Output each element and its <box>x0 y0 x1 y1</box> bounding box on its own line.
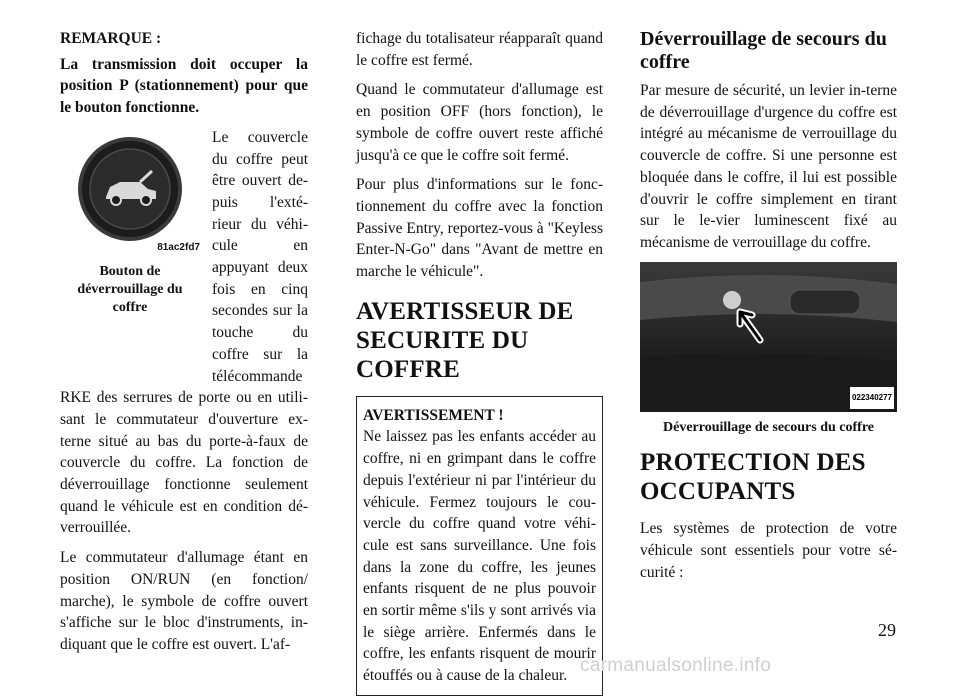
paragraph-passive-entry: Pour plus d'informations sur le fonc-tionnement du coffre avec la fonction Passive Entry, reportez-vous à "Keyless Enter-N-Go" dans "Avant de mettre en marche le véhicule". <box>356 176 603 281</box>
paragraph-ignition-off: Quand le commutateur d'allumage est en position OFF (hors fonction), le symbole de coffre ouvert reste affiché jusqu'à ce que le coffre soit fermé. <box>356 81 603 164</box>
figure-caption: Bouton de déverrouillage du coffre <box>77 263 183 315</box>
paragraph-odometer: fichage du totalisateur réapparaît quand le coffre est fermé. <box>356 30 603 69</box>
column-right <box>640 28 897 591</box>
paragraph-occupant-protection: Les systèmes de protection de votre véhicule sont essentiels pour votre sé-curité : <box>640 520 897 581</box>
trunk-release-button-figure <box>60 127 200 259</box>
warning-box <box>356 396 603 696</box>
wrapped-paragraph: Le couvercle du coffre peut être ouvert de-puis l'exté-rieur du véhi-cule en appuyant deux fois en cinq secondes sur la touche du coffre sur la télécommande <box>212 128 308 385</box>
column-left <box>60 28 308 664</box>
warning-body: Ne laissez pas les enfants accéder au coffre, ni en grimpant dans le coffre depuis l'extérieur ni par l'intérieur du véhicule. Fermez toujours le cou-vercle du coffre quand votre véhi-cule est sans surveillance. Une fois dans la zone du coffre, les jeunes enfants risquent de ne plus pouvoir en sortir même s'ils y sont arrivés via le siège arrière. Enfermés dans le coffre, les enfants risquent de mourir étouffés ou à cause de la chaleur. <box>363 428 596 685</box>
warning-title: AVERTISSEMENT ! <box>363 406 504 424</box>
figure-row <box>60 127 308 387</box>
column-middle <box>356 28 603 696</box>
remark-title: REMARQUE : <box>60 30 162 47</box>
section-heading-trunk-safety: AVERTISSEUR DE SECURITE DU COFFRE <box>356 297 574 383</box>
section-heading-occupant-protection: PROTECTION DES OCCUPANTS <box>640 449 866 506</box>
photo-code: 022340277 <box>850 387 894 409</box>
page-number: 29 <box>878 620 896 640</box>
watermark: carmanualsonline.info <box>580 655 772 676</box>
trunk-release-photo <box>640 262 897 412</box>
figure-code: 81ac2fd7 <box>157 242 200 254</box>
paragraph-continuation: RKE des serrures de porte ou en utili-sant le commutateur d'ouverture ex-terne situé au bas du porte-à-faux de couvercle du coffre. La fonction de déverrouillage fonctionne seulement quand le véhicule est en condition dé-verrouillée. <box>60 389 308 537</box>
remark-body: La transmission doit occuper la position P (stationnement) pour que le bouton fonctionne. <box>60 55 308 117</box>
paragraph-ignition: Le commutateur d'allumage étant en position ON/RUN (en fonction/ marche), le symbole de coffre ouvert s'affiche sur le bloc d'instruments, in-diquant que le coffre est ouvert. L'af- <box>60 549 308 653</box>
section-heading-emergency-release: Déverrouillage de secours du coffre <box>640 28 887 73</box>
photo-caption: Déverrouillage de secours du coffre <box>663 419 874 435</box>
figure-block <box>60 127 200 387</box>
paragraph-emergency-release: Par mesure de sécurité, un levier in-terne de déverrouillage d'urgence du coffre est intégré au mécanisme de verrouillage du couvercle de coffre. Si une personne est bloquée dans le coffre, il lui est possible d'ouvrir le coffre simplement en tirant sur le le-vier luminescent fixé au mécanisme de verrouillage du coffre. <box>640 82 897 251</box>
